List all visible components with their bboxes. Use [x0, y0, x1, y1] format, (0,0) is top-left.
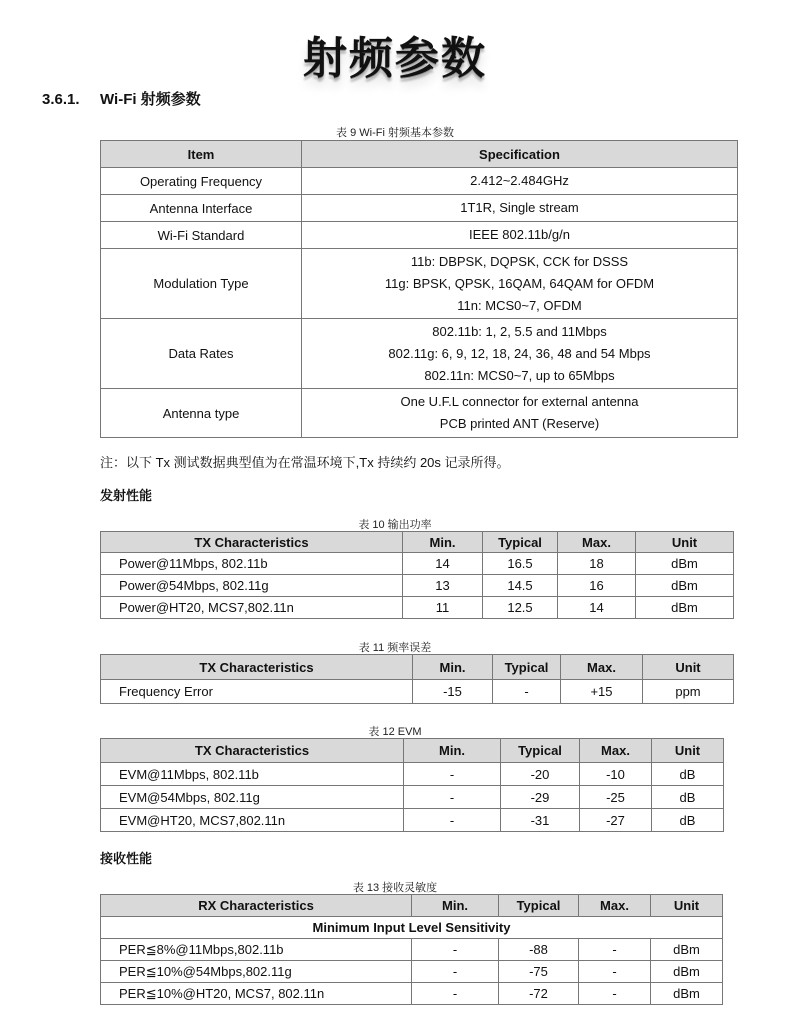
min-cell: - [412, 961, 499, 983]
min-cell: -15 [413, 680, 493, 704]
page-title: 射频参数 [303, 34, 487, 83]
table13-rx-sensitivity [100, 894, 723, 1005]
header-characteristics: TX Characteristics [101, 739, 404, 763]
max-cell: -27 [580, 809, 652, 832]
characteristic-cell: PER≦10%@HT20, MCS7, 802.11n [101, 983, 412, 1005]
max-cell: 16 [558, 575, 636, 597]
header-max: Max. [561, 655, 643, 680]
table-subheader-row [101, 917, 723, 939]
section-title: Wi-Fi 射频参数 [100, 91, 201, 108]
table-header-row [101, 141, 738, 168]
unit-cell: dB [652, 786, 724, 809]
characteristic-cell: Power@54Mbps, 802.11g [101, 575, 403, 597]
spec-line: 11g: BPSK, QPSK, 16QAM, 64QAM for OFDM [384, 275, 655, 291]
spec-line: 11b: DBPSK, DQPSK, CCK for DSSS [410, 253, 629, 269]
sensitivity-subheader: Minimum Input Level Sensitivity [101, 917, 723, 939]
table-row [101, 553, 734, 575]
item-cell: Antenna Interface [101, 195, 302, 222]
table-row [101, 939, 723, 961]
table-header-row [101, 739, 724, 763]
unit-cell: dBm [636, 597, 734, 619]
max-cell: +15 [561, 680, 643, 704]
characteristic-cell: PER≦10%@54Mbps,802.11g [101, 961, 412, 983]
spec-line: One U.F.L connector for external antenna [400, 394, 639, 409]
table-row [101, 195, 738, 222]
spec-cell [302, 319, 738, 389]
item-cell: Wi-Fi Standard [101, 222, 302, 249]
tx-heading: 发射性能 [100, 488, 153, 503]
item-cell: Data Rates [101, 319, 302, 389]
typical-cell: -72 [499, 983, 579, 1005]
header-item: Item [101, 141, 302, 168]
typical-cell: 12.5 [483, 597, 558, 619]
max-cell: 14 [558, 597, 636, 619]
max-cell: -25 [580, 786, 652, 809]
table-header-row [101, 655, 734, 680]
table9-rf-basic-params [100, 140, 738, 438]
section-number: 3.6.1. [42, 91, 80, 108]
table10-caption: 表 10 输出功率 [358, 519, 432, 531]
header-min: Min. [412, 895, 499, 917]
max-cell: - [579, 983, 651, 1005]
spec-line: 802.11g: 6, 9, 12, 18, 24, 36, 48 and 54 Mbps [388, 345, 651, 361]
unit-cell: dBm [651, 939, 723, 961]
min-cell: - [404, 809, 501, 832]
characteristic-cell: Frequency Error [101, 680, 413, 704]
table-row [101, 786, 724, 809]
table-row [101, 597, 734, 619]
spec-cell [302, 389, 738, 438]
header-characteristics: TX Characteristics [101, 655, 413, 680]
spec-line: 802.11n: MCS0~7, up to 65Mbps [424, 367, 615, 383]
table10-output-power [100, 531, 734, 619]
max-cell: 18 [558, 553, 636, 575]
min-cell: - [404, 763, 501, 786]
unit-cell: dB [652, 809, 724, 832]
table-header-row [101, 895, 723, 917]
header-characteristics: RX Characteristics [101, 895, 412, 917]
spec-cell [302, 249, 738, 319]
min-cell: 11 [403, 597, 483, 619]
spec-line: 802.11b: 1, 2, 5.5 and 11Mbps [432, 323, 607, 339]
header-typical: Typical [483, 532, 558, 553]
table-row [101, 249, 738, 319]
typical-cell: -31 [501, 809, 580, 832]
typical-cell: -29 [501, 786, 580, 809]
spec-cell [302, 168, 738, 195]
spec-line: IEEE 802.11b/g/n [469, 227, 570, 242]
spec-cell [302, 195, 738, 222]
table11-frequency-error [100, 654, 734, 704]
typical-cell: 16.5 [483, 553, 558, 575]
table12-evm [100, 738, 724, 832]
min-cell: 13 [403, 575, 483, 597]
header-min: Min. [403, 532, 483, 553]
table-row [101, 319, 738, 389]
table12-caption: 表 12 EVM [368, 726, 422, 738]
header-specification: Specification [302, 141, 738, 168]
min-cell: - [412, 939, 499, 961]
typical-cell: -20 [501, 763, 580, 786]
table9-caption: 表 9 Wi-Fi 射频基本参数 [336, 127, 454, 139]
unit-cell: dBm [651, 961, 723, 983]
header-max: Max. [558, 532, 636, 553]
characteristic-cell: EVM@54Mbps, 802.11g [101, 786, 404, 809]
characteristic-cell: EVM@11Mbps, 802.11b [101, 763, 404, 786]
header-unit: Unit [652, 739, 724, 763]
header-characteristics: TX Characteristics [101, 532, 403, 553]
table-row [101, 575, 734, 597]
test-note: 注：以下 Tx 测试数据典型值为在常温环境下,Tx 持续约 20s 记录所得。 [100, 455, 510, 470]
table-row [101, 983, 723, 1005]
unit-cell: dBm [651, 983, 723, 1005]
rx-heading: 接收性能 [100, 851, 153, 866]
table11-caption: 表 11 频率误差 [358, 642, 432, 654]
typical-cell: -75 [499, 961, 579, 983]
table-header-row [101, 532, 734, 553]
unit-cell: dBm [636, 575, 734, 597]
table-row [101, 222, 738, 249]
header-unit: Unit [651, 895, 723, 917]
characteristic-cell: PER≦8%@11Mbps,802.11b [101, 939, 412, 961]
header-typical: Typical [493, 655, 561, 680]
table-row [101, 389, 738, 438]
header-unit: Unit [643, 655, 734, 680]
min-cell: - [412, 983, 499, 1005]
header-typical: Typical [501, 739, 580, 763]
table-row [101, 809, 724, 832]
item-cell: Operating Frequency [101, 168, 302, 195]
table13-caption: 表 13 接收灵敏度 [352, 882, 438, 894]
characteristic-cell: Power@HT20, MCS7,802.11n [101, 597, 403, 619]
unit-cell: ppm [643, 680, 734, 704]
item-cell: Antenna type [101, 389, 302, 438]
spec-line: PCB printed ANT (Reserve) [439, 416, 600, 431]
typical-cell: -88 [499, 939, 579, 961]
spec-line: 11n: MCS0~7, OFDM [457, 297, 582, 313]
table-row [101, 961, 723, 983]
min-cell: 14 [403, 553, 483, 575]
max-cell: - [579, 961, 651, 983]
typical-cell: 14.5 [483, 575, 558, 597]
spec-cell [302, 222, 738, 249]
header-min: Min. [413, 655, 493, 680]
table-row [101, 680, 734, 704]
item-cell: Modulation Type [101, 249, 302, 319]
unit-cell: dB [652, 763, 724, 786]
header-min: Min. [404, 739, 501, 763]
min-cell: - [404, 786, 501, 809]
table-row [101, 168, 738, 195]
header-typical: Typical [499, 895, 579, 917]
characteristic-cell: Power@11Mbps, 802.11b [101, 553, 403, 575]
characteristic-cell: EVM@HT20, MCS7,802.11n [101, 809, 404, 832]
max-cell: -10 [580, 763, 652, 786]
unit-cell: dBm [636, 553, 734, 575]
max-cell: - [579, 939, 651, 961]
section-heading [42, 88, 201, 109]
table-row [101, 763, 724, 786]
typical-cell: - [493, 680, 561, 704]
header-max: Max. [579, 895, 651, 917]
spec-line: 2.412~2.484GHz [470, 173, 569, 188]
header-unit: Unit [636, 532, 734, 553]
header-max: Max. [580, 739, 652, 763]
spec-line: 1T1R, Single stream [460, 200, 579, 215]
